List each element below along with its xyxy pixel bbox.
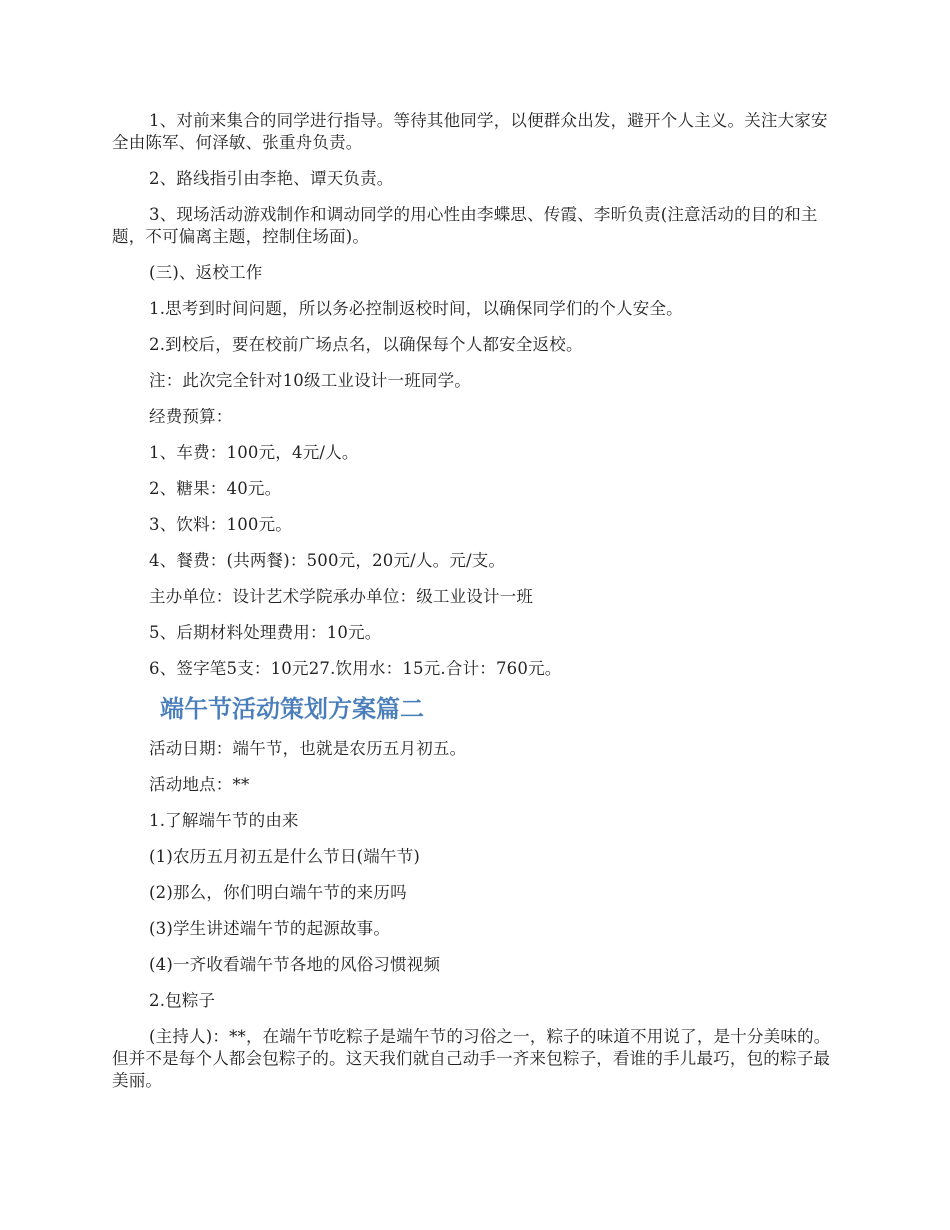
paragraph: (1)农历五月初五是什么节日(端午节) — [149, 847, 421, 866]
paragraph: 1、对前来集合的同学进行指导。等待其他同学，以便群众出发，避开个人主义。关注大家安全由陈军、何泽敏、张重舟负责。 — [112, 111, 828, 152]
paragraph: (3)学生讲述端午节的起源故事。 — [149, 919, 391, 938]
paragraph: (2)那么，你们明白端午节的来历吗 — [149, 883, 407, 902]
paragraph: 主办单位：设计艺术学院承办单位：级工业设计一班 — [149, 587, 534, 606]
paragraph: 经费预算： — [149, 407, 233, 426]
paragraph: 2.到校后，要在校前广场点名，以确保每个人都安全返校。 — [149, 335, 583, 354]
paragraph: 5、后期材料处理费用：10元。 — [149, 623, 382, 642]
section-heading: 端午节活动策划方案篇二 — [160, 695, 424, 723]
paragraph: 2.包粽子 — [149, 991, 216, 1010]
paragraph: 注：此次完全针对10级工业设计一班同学。 — [149, 371, 471, 390]
paragraph: 2、路线指引由李艳、谭天负责。 — [149, 169, 394, 188]
paragraph: 6、签字笔5支：10元27.饮用水：15元.合计：760元。 — [149, 659, 562, 678]
paragraph: 1、车费：100元，4元/人。 — [149, 443, 359, 462]
paragraph: 3、饮料：100元。 — [149, 515, 292, 534]
paragraph: (主持人)：**，在端午节吃粽子是端午节的习俗之一，粽子的味道不用说了，是十分美味的。但并不是每个人都会包粽子的。这天我们就自己动手一齐来包粽子，看谁的手儿最巧，包的粽子最美丽。 — [112, 1027, 831, 1090]
paragraph: (4)一齐收看端午节各地的风俗习惯视频 — [149, 955, 441, 974]
paragraph: 4、餐费：(共两餐)：500元，20元/人。元/支。 — [149, 551, 506, 570]
paragraph: 活动日期：端午节，也就是农历五月初五。 — [149, 739, 467, 758]
paragraph: 1.思考到时间问题，所以务必控制返校时间，以确保同学们的个人安全。 — [149, 299, 683, 318]
paragraph: 活动地点：** — [149, 775, 250, 794]
paragraph: 2、糖果：40元。 — [149, 479, 282, 498]
paragraph: (三)、返校工作 — [149, 263, 263, 282]
paragraph: 1.了解端午节的由来 — [149, 811, 299, 830]
paragraph: 3、现场活动游戏制作和调动同学的用心性由李蝶思、传霞、李昕负责(注意活动的目的和主题，不可偏离主题，控制住场面)。 — [112, 205, 818, 246]
